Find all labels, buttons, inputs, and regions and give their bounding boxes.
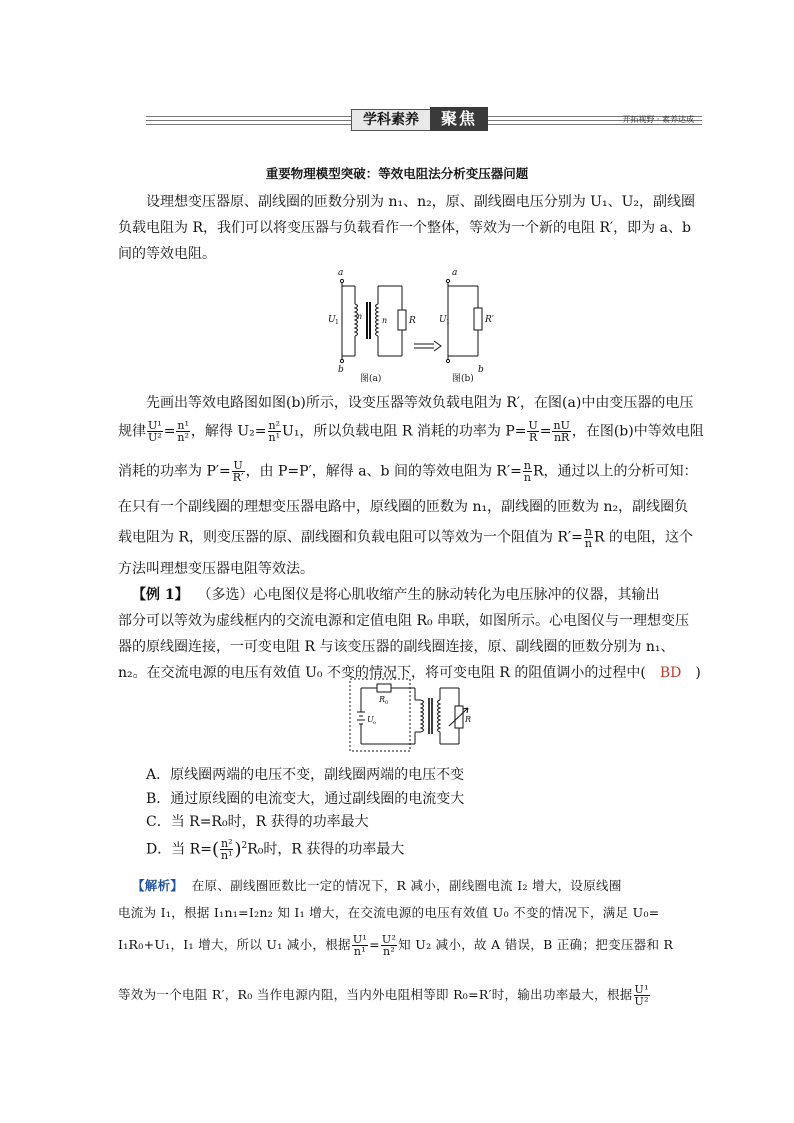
option-a: A．原线圈两端的电压不变，副线圈两端的电压不变 xyxy=(146,767,465,783)
caption-b: 图(b) xyxy=(452,374,474,384)
text: = xyxy=(539,423,552,440)
fraction: $\frac{\text{n²}}{\text{n¹}}$ xyxy=(220,837,233,862)
text: R 的电阻，这个 xyxy=(593,529,693,546)
derivation-line-4: 在只有一个副线圈的理想变压器电路中，原线圈的匝数为 n₁，副线圈的匝数为 n₂，副线圈负 xyxy=(118,499,689,515)
u1-label: U xyxy=(328,315,336,325)
fraction: $\frac{n}{n}$ xyxy=(523,459,531,484)
u1-sub: 1 xyxy=(335,319,339,326)
u0-label: U xyxy=(367,715,374,724)
text: 规律 xyxy=(118,423,146,440)
terminal-b-label: b xyxy=(478,365,484,375)
n2-label: n xyxy=(382,316,388,325)
analysis-line-1 xyxy=(132,876,622,894)
ecg-circuit-figure xyxy=(347,676,477,756)
text: 在原、副线圈匝数比一定的情况下，R 减小，副线圈电流 I₂ 增大，设原线圈 xyxy=(191,878,622,893)
intro-line-3: 间的等效电阻。 xyxy=(118,246,216,262)
text: ，由 P=P′，解得 a、b 间的等效电阻为 R′= xyxy=(245,463,522,480)
text: R₀时，R 获得的功率最大 xyxy=(247,841,405,858)
text: I₁R₀+U₁，I₁ 增大，所以 U₁ 减小，根据 xyxy=(118,937,351,952)
fraction: $\frac{n}{n}$ xyxy=(584,525,592,550)
example-line-1 xyxy=(132,584,660,604)
r-label: R xyxy=(465,715,472,724)
slogan: 开拓视野 · 素养达成 xyxy=(622,115,694,124)
text: （多选）心电图仪是将心肌收缩产生的脉动转化为电压脉冲的仪器，其输出 xyxy=(197,587,660,603)
text: R，通过以上的分析可知： xyxy=(532,463,698,480)
r0-sub: 0 xyxy=(385,700,389,706)
terminal-b-label: b xyxy=(338,365,344,375)
text: 等效为一个电阻 R′，R₀ 当作电源内阻，当内外电阻相等即 R₀=R′时，输出功率最大，根据 xyxy=(118,987,633,1002)
fraction: $\frac{U}{R'}$ xyxy=(232,459,244,484)
section-highlight: 聚焦 xyxy=(430,107,488,131)
answer: BD xyxy=(659,665,682,681)
fraction: $\frac{\text{n²}}{\text{n¹}}$ xyxy=(268,419,281,444)
r-label: R xyxy=(409,316,416,326)
page-title: 重要物理模型突破：等效电阻法分析变压器问题 xyxy=(265,166,529,181)
circuit-figure-ab xyxy=(322,264,512,386)
u1-label: U xyxy=(439,315,447,325)
text: 消耗的功率为 P′= xyxy=(118,463,231,480)
fraction: $\frac{\text{U²}}{\text{n²}}$ xyxy=(381,933,397,958)
text: 载电阻为 R，则变压器的原、副线圈和负载电阻可以等效为一个阻值为 R′= xyxy=(118,529,583,546)
analysis-line-3: I₁R₀+U₁，I₁ 增大，所以 U₁ 减小，根据 $\frac{\text{U¹}}{\text{n¹}}$ = $\frac{\text{U²}}{\text{n²}}$ 知 U₂ 减小，故 A 错误，B 正确；把变压器和 R xyxy=(118,933,674,958)
section-name: 学科素养 xyxy=(351,109,431,131)
fraction: $\frac{\text{U¹}}{\text{U²}}$ xyxy=(634,983,649,1008)
example-line-3: 器的原线圈连接，一可变电阻 R 与该变压器的副线圈连接，原、副线圈的匝数分别为 n₁、 xyxy=(118,639,675,655)
option-c: C．当 R=R₀时，R 获得的功率最大 xyxy=(146,814,369,830)
intro-line-1: 设理想变压器原、副线圈的匝数分别为 n₁、n₂，原、副线圈电压分别为 U₁、U₂，副线圈 xyxy=(146,194,695,210)
section-banner xyxy=(146,107,702,133)
derivation-line-2: 规律 $\frac{\text{U¹}}{\text{U²}}$ = $\frac{\text{n¹}}{\text{n²}}$ ，解得 U₂= $\frac{\text{n²}}{\text{n¹}}$ U₁，所以负载电阻 R 消耗的功率为 P= $\frac{U}{R}$ = $\frac{nU}{nR}$ ，在图(b)中等效电阻 xyxy=(118,419,704,444)
text: n₂。在交流电源的电压有效值 U₀ 不变的情况下，将可变电阻 R 的阻值调小的过程中( xyxy=(118,665,660,681)
terminal-a-label: a xyxy=(338,268,344,278)
derivation-line-6: 方法叫理想变压器电阻等效法。 xyxy=(118,561,314,577)
example-line-2: 部分可以等效为虚线框内的交流电源和定值电阻 R₀ 串联，如图所示。心电图仪与一理想变压 xyxy=(118,613,690,629)
example-label: 【例 1】 xyxy=(132,587,189,603)
derivation-line-5 xyxy=(118,526,693,549)
terminal-a-label: a xyxy=(452,268,458,278)
analysis-line-2: 电流为 I₁，根据 I₁n₁=I₂n₂ 知 I₁ 增大，在交流电源的电压有效值 U₀ 不变的情况下，满足 U₀= xyxy=(118,905,660,920)
rprime-label: R′ xyxy=(485,315,494,325)
text: 知 U₂ 减小，故 A 错误，B 正确；把变压器和 R xyxy=(398,937,674,952)
fraction: $\frac{\text{n¹}}{\text{n²}}$ xyxy=(177,419,189,444)
fraction: $\frac{\text{U¹}}{\text{n¹}}$ xyxy=(352,933,368,958)
text: U₁，所以负载电阻 R 消耗的功率为 P= xyxy=(282,423,527,440)
r0-label: R xyxy=(379,695,386,704)
text: ) xyxy=(681,665,701,681)
option-b: B．通过原线圈的电流变大，通过副线圈的电流变大 xyxy=(146,791,465,807)
u1-sub: 1 xyxy=(446,319,450,326)
analysis-tag: 【解析】 xyxy=(132,878,184,893)
fraction: $\frac{U}{R}$ xyxy=(528,419,538,444)
n1-label: n xyxy=(357,312,363,321)
option-d: D．当 R=( $\frac{\text{n²}}{\text{n¹}}$ )$^2$R₀时，R 获得的功率最大 xyxy=(146,837,405,862)
intro-line-2: 负载电阻为 R，我们可以将变压器与负载看作一个整体，等效为一个新的电阻 R′，即为 a、b xyxy=(118,220,691,236)
analysis-line-4 xyxy=(118,984,651,1007)
fraction: $\frac{nU}{nR}$ xyxy=(553,419,570,444)
text: ，在图(b)中等效电阻 xyxy=(571,423,704,440)
derivation-line-3 xyxy=(118,460,698,483)
derivation-line-1: 先画出等效电路图如图(b)所示，设变压器等效负载电阻为 R′，在图(a)中由变压器的电压 xyxy=(146,395,694,411)
fraction: $\frac{\text{U¹}}{\text{U²}}$ xyxy=(148,419,162,444)
u0-sub: o xyxy=(373,720,377,726)
text: ，解得 U₂= xyxy=(190,423,267,440)
caption-a: 图(a) xyxy=(360,374,382,384)
text: D．当 R= xyxy=(146,841,212,858)
